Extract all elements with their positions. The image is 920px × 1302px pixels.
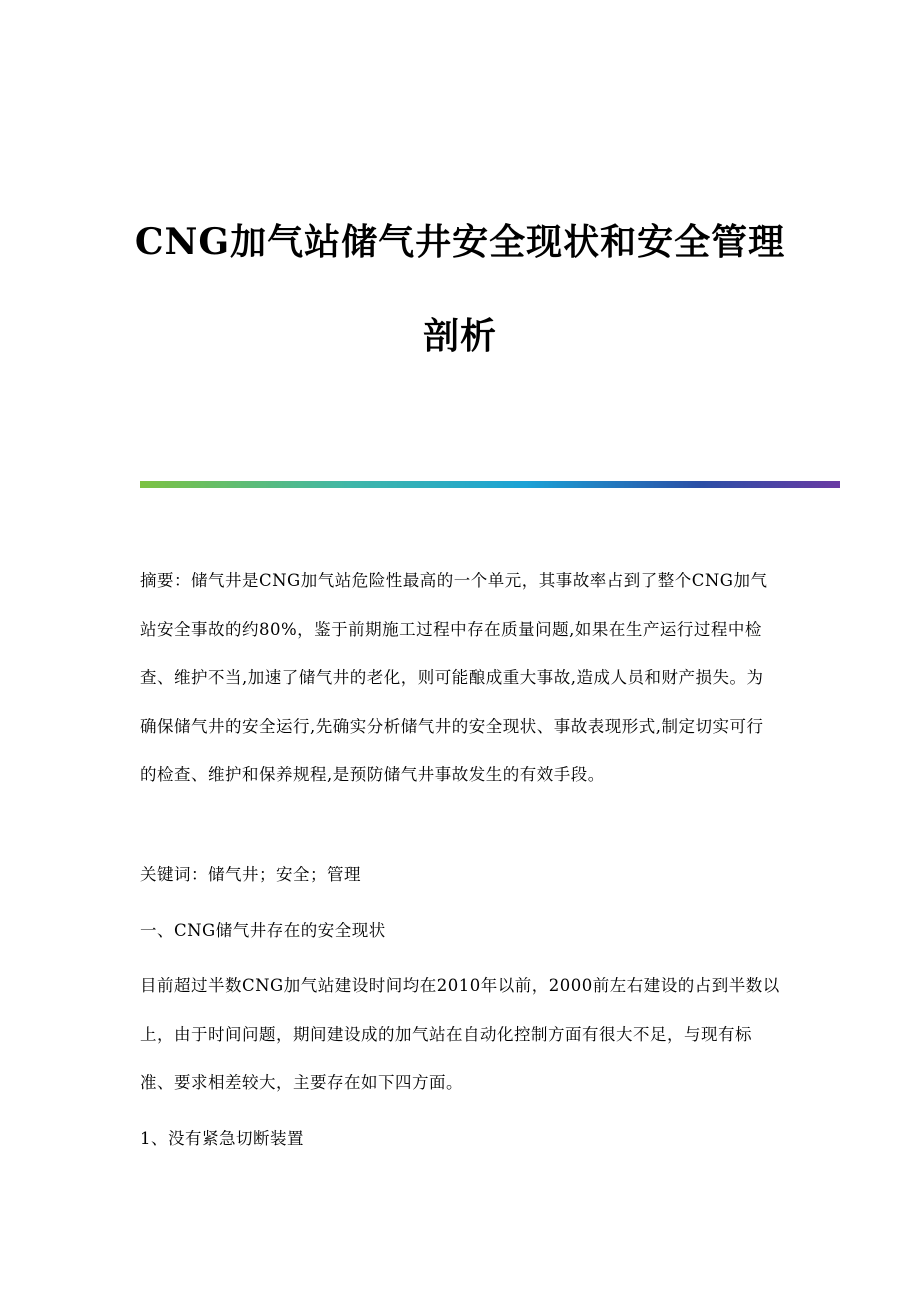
body-paragraph-1: 目前超过半数CNG加气站建设时间均在2010年以前，2000前左右建设的占到半数以上，由于时间问题，期间建设成的加气站在自动化控制方面有很大不足，与现有标准、要求相差较大，主要存在如下四方面。 <box>140 976 780 1092</box>
document-title-line-1: CNG加气站储气井安全现状和安全管理 <box>134 221 786 263</box>
keywords-line: 关键词：储气井；安全；管理 <box>140 865 361 884</box>
document-title-line-2: 剖析 <box>422 315 497 357</box>
section-heading-1: 一、CNG储气井存在的安全现状 <box>140 921 386 940</box>
abstract-paragraph: 摘要：储气井是CNG加气站危险性最高的一个单元，其事故率占到了整个CNG加气站安全事故的约80%，鉴于前期施工过程中存在质量问题,如果在生产运行过程中检查、维护不当,加速了储气井的老化，则可能酿成重大事故,造成人员和财产损失。为确保储气井的安全运行,先确实分析储气井的安全现状、事故表现形式,制定切实可行的检查、维护和保养规程,是预防储气井事故发生的有效手段。 <box>140 571 768 784</box>
title-divider <box>140 481 840 488</box>
subsection-heading-1: 1、没有紧急切断装置 <box>140 1129 304 1148</box>
